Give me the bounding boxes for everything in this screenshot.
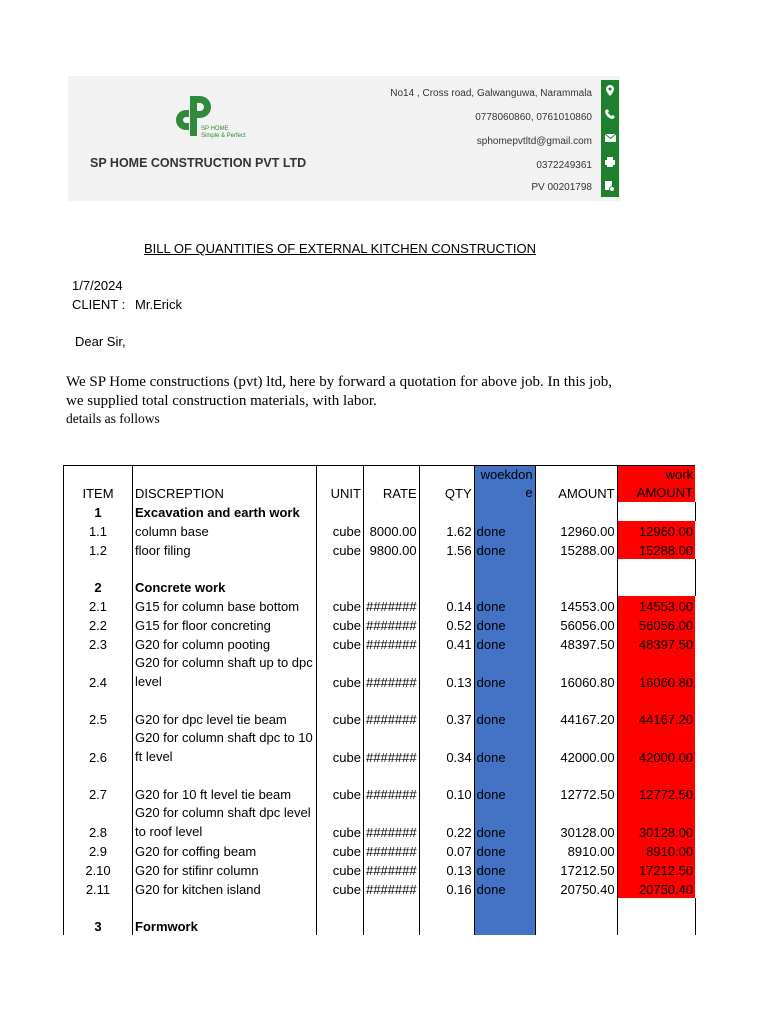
item-number-cell: 2.4	[64, 653, 133, 691]
unit-cell	[317, 577, 364, 596]
spacer-row	[64, 898, 696, 916]
amount-cell: 30128.00	[535, 803, 617, 841]
status-cell: done	[474, 521, 535, 540]
table-row	[64, 784, 696, 803]
work-amount-cell: 30128.00	[617, 803, 695, 841]
company-registration: PV 00201798	[531, 182, 592, 193]
rate-cell: #######	[364, 841, 420, 860]
amount-cell: 42000.00	[535, 728, 617, 766]
qty-cell	[419, 577, 474, 596]
status-cell: done	[474, 596, 535, 615]
header-work-done-line1: woekdon	[480, 467, 533, 482]
status-cell: done	[474, 860, 535, 879]
work-amount-cell	[617, 577, 695, 596]
bill-of-quantities-table	[63, 465, 696, 935]
item-number-cell: 2.2	[64, 615, 133, 634]
amount-cell: 20750.40	[535, 879, 617, 898]
status-cell: done	[474, 803, 535, 841]
item-number-cell: 2.6	[64, 728, 133, 766]
table-row	[64, 521, 696, 540]
qty-cell: 0.07	[419, 841, 474, 860]
status-cell: done	[474, 841, 535, 860]
item-number-cell: 1.1	[64, 521, 133, 540]
qty-cell: 0.16	[419, 879, 474, 898]
unit-cell: cube	[317, 784, 364, 803]
work-amount-cell: 17212.50	[617, 860, 695, 879]
document-date: 1/7/2024	[72, 278, 123, 293]
item-number-cell: 2.1	[64, 596, 133, 615]
amount-cell: 48397.50	[535, 634, 617, 653]
item-number-cell: 2	[64, 577, 133, 596]
section-row	[64, 577, 696, 596]
unit-cell: cube	[317, 879, 364, 898]
unit-cell: cube	[317, 709, 364, 728]
unit-cell: cube	[317, 634, 364, 653]
status-cell	[474, 502, 535, 521]
table-row	[64, 634, 696, 653]
amount-cell: 12960.00	[535, 521, 617, 540]
table-row	[64, 540, 696, 559]
work-amount-cell: 12960.00	[617, 521, 695, 540]
contact-icon-strip	[601, 80, 619, 197]
rate-cell: #######	[364, 709, 420, 728]
description-cell: G20 for dpc level tie beam	[133, 709, 317, 728]
unit-cell: cube	[317, 653, 364, 691]
description-cell: G20 for column shaft dpc level to roof level	[133, 803, 317, 841]
table-row	[64, 841, 696, 860]
amount-cell: 16060.80	[535, 653, 617, 691]
qty-cell: 0.34	[419, 728, 474, 766]
description-cell: Formwork	[133, 916, 317, 935]
company-email: sphomepvtltd@gmail.com	[476, 136, 592, 147]
amount-cell: 12772.50	[535, 784, 617, 803]
description-cell: G20 for coffing beam	[133, 841, 317, 860]
rate-cell: #######	[364, 653, 420, 691]
rate-cell: 9800.00	[364, 540, 420, 559]
qty-cell: 1.62	[419, 521, 474, 540]
table-row	[64, 860, 696, 879]
unit-cell: cube	[317, 521, 364, 540]
status-cell: done	[474, 784, 535, 803]
client-label: CLIENT :	[72, 297, 126, 312]
work-amount-cell	[617, 502, 695, 521]
qty-cell: 1.56	[419, 540, 474, 559]
item-number-cell: 1.2	[64, 540, 133, 559]
unit-cell: cube	[317, 615, 364, 634]
rate-cell: #######	[364, 728, 420, 766]
description-cell: G20 for column shaft dpc to 10 ft level	[133, 728, 317, 766]
rate-cell: #######	[364, 803, 420, 841]
description-cell: floor filing	[133, 540, 317, 559]
header-item: ITEM	[64, 466, 133, 503]
unit-cell	[317, 916, 364, 935]
description-cell: G20 for column pooting	[133, 634, 317, 653]
header-work-done-line2: e	[525, 485, 533, 500]
amount-cell: 15288.00	[535, 540, 617, 559]
item-number-cell: 2.11	[64, 879, 133, 898]
letterhead	[68, 76, 620, 201]
amount-cell: 44167.20	[535, 709, 617, 728]
qty-cell: 0.22	[419, 803, 474, 841]
header-work-amount-line2: AMOUNT	[636, 485, 694, 500]
amount-cell: 56056.00	[535, 615, 617, 634]
location-pin-icon	[601, 80, 619, 102]
table-row	[64, 653, 696, 691]
unit-cell: cube	[317, 540, 364, 559]
amount-cell	[535, 577, 617, 596]
table-row	[64, 879, 696, 898]
item-number-cell: 2.10	[64, 860, 133, 879]
description-cell: Concrete work	[133, 577, 317, 596]
company-phones: 0778060860, 0761010860	[475, 112, 592, 123]
work-amount-cell: 16060.80	[617, 653, 695, 691]
table-row	[64, 615, 696, 634]
phone-icon	[601, 104, 619, 126]
rate-cell: #######	[364, 634, 420, 653]
qty-cell: 0.13	[419, 653, 474, 691]
registration-icon	[601, 176, 619, 198]
header-unit: UNIT	[317, 466, 364, 503]
qty-cell: 0.13	[419, 860, 474, 879]
header-rate: RATE	[364, 466, 420, 503]
unit-cell: cube	[317, 728, 364, 766]
amount-cell: 14553.00	[535, 596, 617, 615]
unit-cell: cube	[317, 860, 364, 879]
item-number-cell: 3	[64, 916, 133, 935]
section-row	[64, 502, 696, 521]
header-work-amount	[617, 466, 695, 503]
qty-cell	[419, 502, 474, 521]
rate-cell: #######	[364, 615, 420, 634]
description-cell: G20 for column shaft up to dpc level	[133, 653, 317, 691]
work-amount-cell: 48397.50	[617, 634, 695, 653]
intro-paragraph-line-3: details as follows	[66, 411, 160, 426]
qty-cell	[419, 916, 474, 935]
rate-cell	[364, 577, 420, 596]
intro-paragraph-line-2: we supplied total construction materials, with labor.	[66, 393, 377, 409]
rate-cell: 8000.00	[364, 521, 420, 540]
unit-cell: cube	[317, 803, 364, 841]
work-amount-cell: 15288.00	[617, 540, 695, 559]
amount-cell	[535, 916, 617, 935]
fax-icon	[601, 152, 619, 174]
description-cell: G20 for kitchen island	[133, 879, 317, 898]
status-cell: done	[474, 728, 535, 766]
rate-cell: #######	[364, 596, 420, 615]
status-cell	[474, 577, 535, 596]
item-number-cell: 2.8	[64, 803, 133, 841]
status-cell: done	[474, 879, 535, 898]
table-row	[64, 728, 696, 766]
item-number-cell: 1	[64, 502, 133, 521]
company-name: SP HOME CONSTRUCTION PVT LTD	[90, 156, 307, 170]
section-row	[64, 916, 696, 935]
item-number-cell: 2.3	[64, 634, 133, 653]
work-amount-cell: 20750.40	[617, 879, 695, 898]
status-cell: done	[474, 709, 535, 728]
salutation: Dear Sir,	[75, 334, 126, 349]
work-amount-cell: 56056.00	[617, 615, 695, 634]
rate-cell: #######	[364, 784, 420, 803]
spacer-row	[64, 766, 696, 784]
description-cell: column base	[133, 521, 317, 540]
work-amount-cell: 44167.20	[617, 709, 695, 728]
company-address: No14 , Cross road, Galwanguwa, Narammala	[390, 88, 592, 99]
work-amount-cell: 14553.00	[617, 596, 695, 615]
qty-cell: 0.14	[419, 596, 474, 615]
spacer-row	[64, 691, 696, 709]
mail-icon	[601, 128, 619, 150]
item-number-cell: 2.9	[64, 841, 133, 860]
status-cell	[474, 916, 535, 935]
table-row	[64, 803, 696, 841]
rate-cell: #######	[364, 879, 420, 898]
unit-cell: cube	[317, 841, 364, 860]
work-amount-cell: 42000.00	[617, 728, 695, 766]
amount-cell: 8910.00	[535, 841, 617, 860]
header-work-done	[474, 466, 535, 503]
description-cell: Excavation and earth work	[133, 502, 317, 521]
qty-cell: 0.10	[419, 784, 474, 803]
work-amount-cell	[617, 916, 695, 935]
work-amount-cell: 12772.50	[617, 784, 695, 803]
qty-cell: 0.52	[419, 615, 474, 634]
unit-cell: cube	[317, 596, 364, 615]
table-header-row	[64, 466, 696, 503]
qty-cell: 0.37	[419, 709, 474, 728]
company-fax: 0372249361	[536, 160, 592, 171]
header-amount: AMOUNT	[535, 466, 617, 503]
intro-paragraph-line-1: We SP Home constructions (pvt) ltd, here by forward a quotation for above job. In this job,	[66, 374, 613, 390]
amount-cell: 17212.50	[535, 860, 617, 879]
rate-cell	[364, 502, 420, 521]
status-cell: done	[474, 540, 535, 559]
client-name: Mr.Erick	[135, 297, 182, 312]
status-cell: done	[474, 615, 535, 634]
work-amount-cell: 8910.00	[617, 841, 695, 860]
rate-cell: #######	[364, 860, 420, 879]
status-cell: done	[474, 653, 535, 691]
description-cell: G20 for stifinr column	[133, 860, 317, 879]
header-work-amount-line1: work	[665, 467, 694, 482]
table-row	[64, 596, 696, 615]
logo-text: SP HOME Simple & Perfect	[201, 126, 246, 139]
amount-cell	[535, 502, 617, 521]
table-row	[64, 709, 696, 728]
header-qty: QTY	[419, 466, 474, 503]
item-number-cell: 2.7	[64, 784, 133, 803]
description-cell: G15 for floor concreting	[133, 615, 317, 634]
item-number-cell: 2.5	[64, 709, 133, 728]
unit-cell	[317, 502, 364, 521]
rate-cell	[364, 916, 420, 935]
spacer-row	[64, 559, 696, 577]
description-cell: G15 for column base bottom	[133, 596, 317, 615]
status-cell: done	[474, 634, 535, 653]
header-description: DISCREPTION	[133, 466, 317, 503]
description-cell: G20 for 10 ft level tie beam	[133, 784, 317, 803]
qty-cell: 0.41	[419, 634, 474, 653]
document-title: BILL OF QUANTITIES OF EXTERNAL KITCHEN CONSTRUCTION	[144, 241, 536, 256]
